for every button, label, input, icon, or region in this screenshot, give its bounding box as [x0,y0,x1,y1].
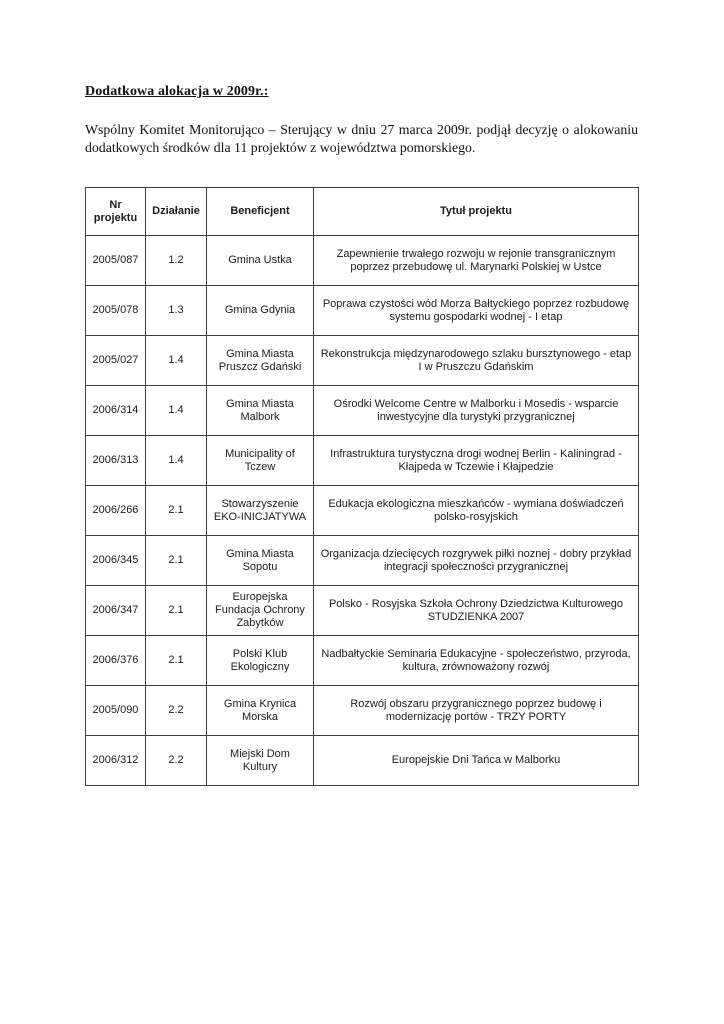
project-number-cell: 2006/314 [86,386,146,436]
table-row [86,336,639,386]
table-row [86,436,639,486]
project-number-cell: 2006/376 [86,636,146,686]
project-number-cell: 2005/078 [86,286,146,336]
beneficiary-cell: Municipality of Tczew [207,436,314,486]
project-number-cell: 2006/266 [86,486,146,536]
project-title-cell: Rekonstrukcja międzynarodowego szlaku bursztynowego - etap I w Pruszczu Gdańskim [314,336,639,386]
table-row [86,736,639,786]
table-header-row [86,188,639,236]
project-title-cell: Edukacja ekologiczna mieszkańców - wymiana doświadczeń polsko-rosyjskich [314,486,639,536]
action-cell: 1.2 [146,236,207,286]
action-cell: 2.2 [146,736,207,786]
project-number-cell: 2006/313 [86,436,146,486]
action-cell: 1.4 [146,336,207,386]
beneficiary-cell: Polski Klub Ekologiczny [207,636,314,686]
beneficiary-cell: Europejska Fundacja Ochrony Zabytków [207,586,314,636]
header-beneficiary: Beneficjent [207,188,314,236]
beneficiary-cell: Miejski Dom Kultury [207,736,314,786]
table-row [86,486,639,536]
header-action: Działanie [146,188,207,236]
beneficiary-cell: Gmina Miasta Sopotu [207,536,314,586]
project-title-cell: Europejskie Dni Tańca w Malborku [314,736,639,786]
project-number-cell: 2006/345 [86,536,146,586]
beneficiary-cell: Gmina Krynica Morska [207,686,314,736]
action-cell: 2.1 [146,486,207,536]
beneficiary-cell: Gmina Gdynia [207,286,314,336]
project-title-cell: Polsko - Rosyjska Szkoła Ochrony Dziedzictwa Kulturowego STUDZIENKA 2007 [314,586,639,636]
beneficiary-cell: Gmina Miasta Pruszcz Gdański [207,336,314,386]
project-number-cell: 2005/087 [86,236,146,286]
project-number-cell: 2005/027 [86,336,146,386]
action-cell: 2.1 [146,586,207,636]
project-title-cell: Rozwój obszaru przygranicznego poprzez budowę i modernizację portów - TRZY PORTY [314,686,639,736]
project-title-cell: Ośrodki Welcome Centre w Malborku i Mosedis - wsparcie inwestycyjne dla turystyki przygranicznej [314,386,639,436]
beneficiary-cell: Gmina Ustka [207,236,314,286]
table-row [86,636,639,686]
allocation-table [85,187,639,786]
project-number-cell: 2006/312 [86,736,146,786]
document-heading: Dodatkowa alokacja w 2009r.: [85,84,269,99]
project-title-cell: Infrastruktura turystyczna drogi wodnej Berlin - Kaliningrad - Kłajpeda w Tczewie i Kłajpedzie [314,436,639,486]
document-content [85,84,638,786]
action-cell: 1.4 [146,386,207,436]
table-row [86,586,639,636]
action-cell: 2.2 [146,686,207,736]
header-project-title: Tytuł projektu [314,188,639,236]
table-row [86,286,639,336]
beneficiary-cell: Gmina Miasta Malbork [207,386,314,436]
action-cell: 1.4 [146,436,207,486]
table-body [86,236,639,786]
intro-paragraph: Wspólny Komitet Monitorująco – Sterujący w dniu 27 marca 2009r. podjął decyzję o alokowaniu dodatkowych środków dla 11 projektów z województwa pomorskiego. [85,122,638,155]
project-number-cell: 2006/347 [86,586,146,636]
action-cell: 1.3 [146,286,207,336]
project-title-cell: Organizacja dziecięcych rozgrywek piłki noznej - dobry przykład integracji społeczności przygranicznej [314,536,639,586]
action-cell: 2.1 [146,536,207,586]
project-title-cell: Zapewnienie trwałego rozwoju w rejonie transgranicznym poprzez przebudowę ul. Marynarki Polskiej w Ustce [314,236,639,286]
project-title-cell: Poprawa czystości wód Morza Bałtyckiego poprzez rozbudowę systemu gospodarki wodnej - I etap [314,286,639,336]
action-cell: 2.1 [146,636,207,686]
table-header [86,188,639,236]
table-row [86,536,639,586]
beneficiary-cell: Stowarzyszenie EKO-INICJATYWA [207,486,314,536]
header-project-number: Nr projektu [86,188,146,236]
project-number-cell: 2005/090 [86,686,146,736]
table-row [86,236,639,286]
table-row [86,386,639,436]
project-title-cell: Nadbałtyckie Seminaria Edukacyjne - społeczeństwo, przyroda, kultura, zrównoważony rozwój [314,636,639,686]
table-row [86,686,639,736]
